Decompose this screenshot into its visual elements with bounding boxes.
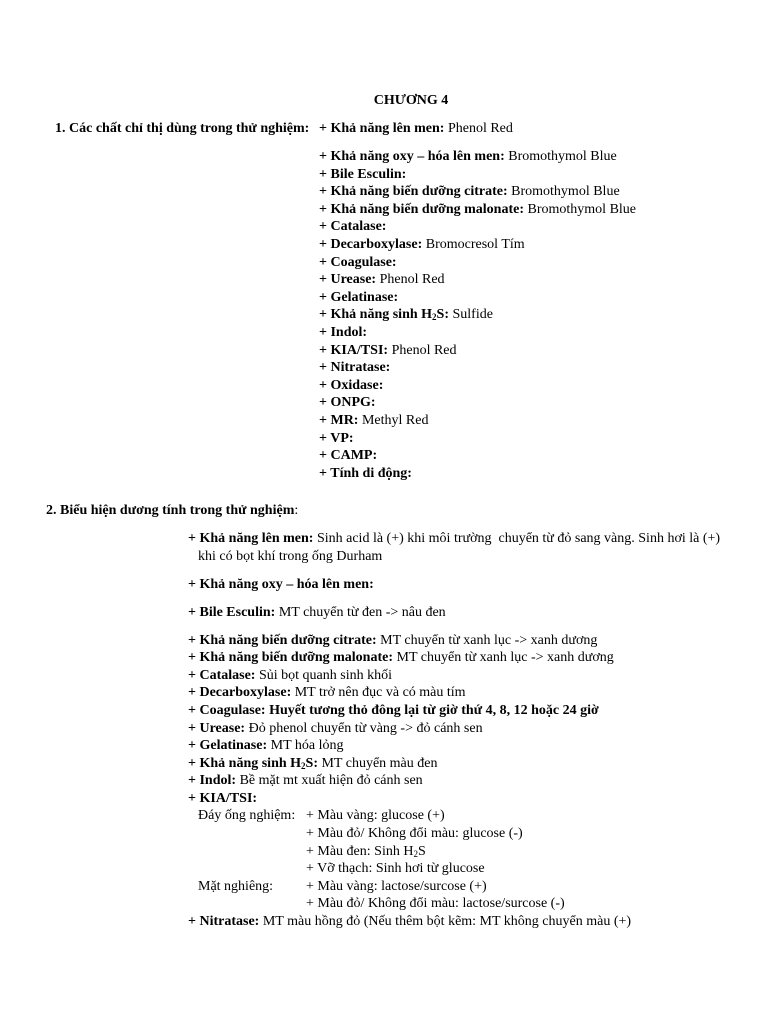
result-label: + Urease:: [188, 720, 246, 736]
indicator-label: Khả năng oxy – hóa lên men:: [330, 149, 505, 164]
indicator-prefix: +: [319, 149, 331, 164]
kia-bottom-label: Đáy ống nghiệm:: [198, 808, 296, 824]
kia-surface-result: + Màu vàng: lactose/surcose (+): [306, 878, 487, 894]
indicator-label: VP:: [330, 430, 354, 446]
result-label: [188, 756, 318, 771]
kia-surface-result: + Màu đỏ/ Không đổi màu: lactose/surcose (-): [306, 896, 565, 912]
indicator-item: [319, 465, 636, 483]
indicator-label: Nitratase:: [330, 360, 391, 376]
indicator-prefix: +: [319, 430, 331, 446]
section-1-heading: 1. Các chất chỉ thị dùng trong thử nghiệm:: [55, 121, 310, 136]
positive-result-list: [188, 530, 720, 931]
kia-bottom-result: [306, 843, 426, 861]
page-title: CHƯƠNG 4: [373, 93, 449, 108]
indicator-value: Phenol Red: [388, 342, 457, 358]
result-label: + Khả năng biến dưỡng malonate:: [188, 650, 394, 666]
indicator-label-text: Khả năng sinh H: [330, 307, 433, 323]
indicator-item: [319, 183, 636, 201]
result-label: + Khả năng oxy – hóa lên men:: [188, 576, 374, 592]
kia-bottom-result: + Màu đỏ/ Không đổi màu: glucose (-): [306, 826, 523, 842]
kia-surface-label: Mặt nghiêng:: [198, 878, 274, 894]
subscript: 2: [432, 312, 437, 323]
result-item: [188, 684, 720, 702]
indicator-item: [319, 447, 636, 465]
result-label: + Khả năng lên men:: [188, 531, 314, 546]
result-item: [188, 737, 720, 755]
indicator-item: [319, 166, 636, 184]
indicator-label: Catalase:: [330, 219, 387, 235]
indicator-item: [319, 271, 636, 289]
indicator-label: Bile Esculin:: [330, 166, 407, 182]
kia-bottom-row: [188, 807, 720, 825]
kia-black-text: + Màu đen: Sinh H: [306, 843, 414, 859]
kia-surface-row: [188, 878, 720, 896]
result-value: MT chuyển từ xanh lục -> xanh dương: [376, 632, 598, 648]
indicator-prefix: +: [319, 272, 331, 288]
result-label: + Coagulase: Huyết tương thỏ đông lại từ giờ thứ 4, 8, 12 hoặc 24 giờ: [188, 702, 599, 718]
result-label: + Catalase:: [188, 667, 256, 683]
result-label: + Gelatinase:: [188, 738, 268, 754]
result-item-bile-esculin: [188, 604, 720, 622]
subscript: 2: [413, 848, 418, 859]
result-value: MT chuyển từ xanh lục -> xanh dương: [393, 650, 614, 666]
indicator-prefix: +: [319, 201, 331, 217]
indicator-label: Indol:: [330, 324, 368, 340]
result-item-fermentation-continued: khi có bọt khí trong ống Durham: [198, 548, 383, 564]
result-item-oxyferm: [188, 576, 720, 594]
indicator-value: Sulfide: [449, 307, 493, 323]
indicator-label: Coagulase:: [330, 254, 397, 270]
indicator-prefix: +: [319, 360, 331, 376]
result-label: + Nitratase:: [188, 914, 260, 930]
indicator-prefix: +: [319, 412, 331, 428]
indicator-value: Bromocresol Tím: [422, 236, 525, 252]
indicator-label: Decarboxylase:: [330, 236, 423, 252]
indicator-label: Khả năng biến dưỡng citrate:: [330, 184, 508, 200]
section-2-heading: [46, 502, 298, 520]
indicator-prefix: +: [319, 184, 331, 200]
result-value: Đỏ phenol chuyển từ vàng -> đỏ cánh sen: [245, 720, 483, 736]
result-value: Bề mặt mt xuất hiện đỏ cánh sen: [236, 773, 423, 789]
indicator-value: Bromothymol Blue: [507, 184, 620, 200]
indicator-item: [319, 120, 513, 138]
indicator-label: Oxidase:: [330, 377, 384, 393]
result-value: Sủi bọt quanh sinh khối: [255, 667, 392, 683]
indicator-item: [319, 236, 636, 254]
result-label: + Khả năng biến dưỡng citrate:: [188, 632, 377, 648]
kia-bottom-result: + Vỡ thạch: Sinh hơi từ glucose: [306, 861, 485, 877]
indicator-label: CAMP:: [330, 448, 378, 464]
result-value: MT màu hồng đỏ (Nếu thêm bột kẽm: MT không chuyển màu (+): [259, 914, 632, 930]
indicator-prefix: +: [319, 465, 331, 481]
result-value: MT chuyển màu đen: [317, 755, 438, 771]
indicator-item: [319, 289, 636, 307]
result-label-text: S:: [305, 755, 318, 771]
indicator-label: Gelatinase:: [330, 289, 399, 305]
result-label: + KIA/TSI:: [188, 790, 258, 806]
indicator-item: [319, 412, 636, 430]
indicator-label: Urease:: [330, 272, 377, 288]
kia-bottom-row: [188, 825, 720, 843]
indicator-value: Phenol Red: [376, 272, 445, 288]
indicator-item: [319, 201, 636, 219]
kia-bottom-row: [188, 843, 720, 861]
result-item-kia: [188, 790, 720, 808]
indicator-label: Tính di động:: [330, 465, 412, 481]
indicator-item: [319, 377, 636, 395]
indicator-item: [319, 359, 636, 377]
indicator-item: [319, 306, 636, 324]
indicator-label: MR:: [330, 412, 359, 428]
indicator-value: Bromothymol Blue: [524, 201, 637, 217]
indicator-prefix: +: [319, 166, 331, 182]
result-label-text: + Khả năng sinh H: [188, 755, 302, 771]
indicator-item: [319, 218, 636, 236]
indicator-item: [319, 148, 636, 166]
result-item-nitratase: [188, 913, 720, 931]
indicator-label: Khả năng lên men:: [330, 121, 445, 136]
indicator-value: Methyl Red: [358, 412, 429, 428]
result-item: [188, 702, 720, 720]
indicator-label: ONPG:: [330, 395, 376, 411]
result-item: [188, 649, 720, 667]
result-item-fermentation: [188, 530, 720, 548]
indicator-label: KIA/TSI:: [330, 342, 389, 358]
result-value: MT trở nên đục và có màu tím: [291, 685, 466, 701]
indicator-prefix: +: [319, 395, 331, 411]
section-2-heading-colon: :: [294, 503, 299, 518]
section-2-heading-text: 2. Biểu hiện dương tính trong thử nghiệm: [46, 503, 295, 518]
indicator-prefix: +: [319, 121, 331, 136]
indicator-item: [319, 394, 636, 412]
result-item: [188, 720, 720, 738]
indicator-prefix: +: [319, 324, 331, 340]
indicator-item: [319, 324, 636, 342]
indicator-prefix: +: [319, 219, 331, 235]
indicator-label: [330, 307, 449, 322]
result-item: [188, 667, 720, 685]
indicator-item: [319, 254, 636, 272]
result-label: + Decarboxylase:: [188, 685, 292, 701]
indicator-prefix: +: [319, 254, 331, 270]
result-item: [188, 632, 720, 650]
subscript: 2: [301, 760, 306, 771]
indicator-prefix: +: [319, 448, 331, 464]
indicator-prefix: +: [319, 236, 331, 252]
kia-bottom-row: [188, 860, 720, 878]
indicator-item: [319, 430, 636, 448]
result-value: Sinh acid là (+) khi môi trường chuyển từ đỏ sang vàng. Sinh hơi là (+): [313, 531, 721, 546]
kia-black-text: S: [417, 843, 426, 859]
indicator-prefix: +: [319, 377, 331, 393]
indicator-label: Khả năng biến dưỡng malonate:: [330, 201, 525, 217]
indicator-value: Bromothymol Blue: [504, 149, 617, 164]
result-value: MT hóa lỏng: [267, 738, 344, 754]
result-item-indol: [188, 772, 720, 790]
result-item-h2s: [188, 755, 720, 773]
result-label: + Indol:: [188, 773, 237, 789]
indicator-label-text: S:: [436, 307, 449, 323]
indicator-prefix: +: [319, 307, 331, 323]
result-value: MT chuyển từ đen -> nâu đen: [275, 604, 446, 620]
indicator-prefix: +: [319, 289, 331, 305]
kia-surface-row: [188, 895, 720, 913]
indicator-list: [319, 148, 636, 482]
kia-bottom-result: + Màu vàng: glucose (+): [306, 808, 445, 824]
indicator-item: [319, 342, 636, 360]
indicator-value: Phenol Red: [444, 121, 513, 136]
result-label: + Bile Esculin:: [188, 604, 276, 620]
indicator-prefix: +: [319, 342, 331, 358]
